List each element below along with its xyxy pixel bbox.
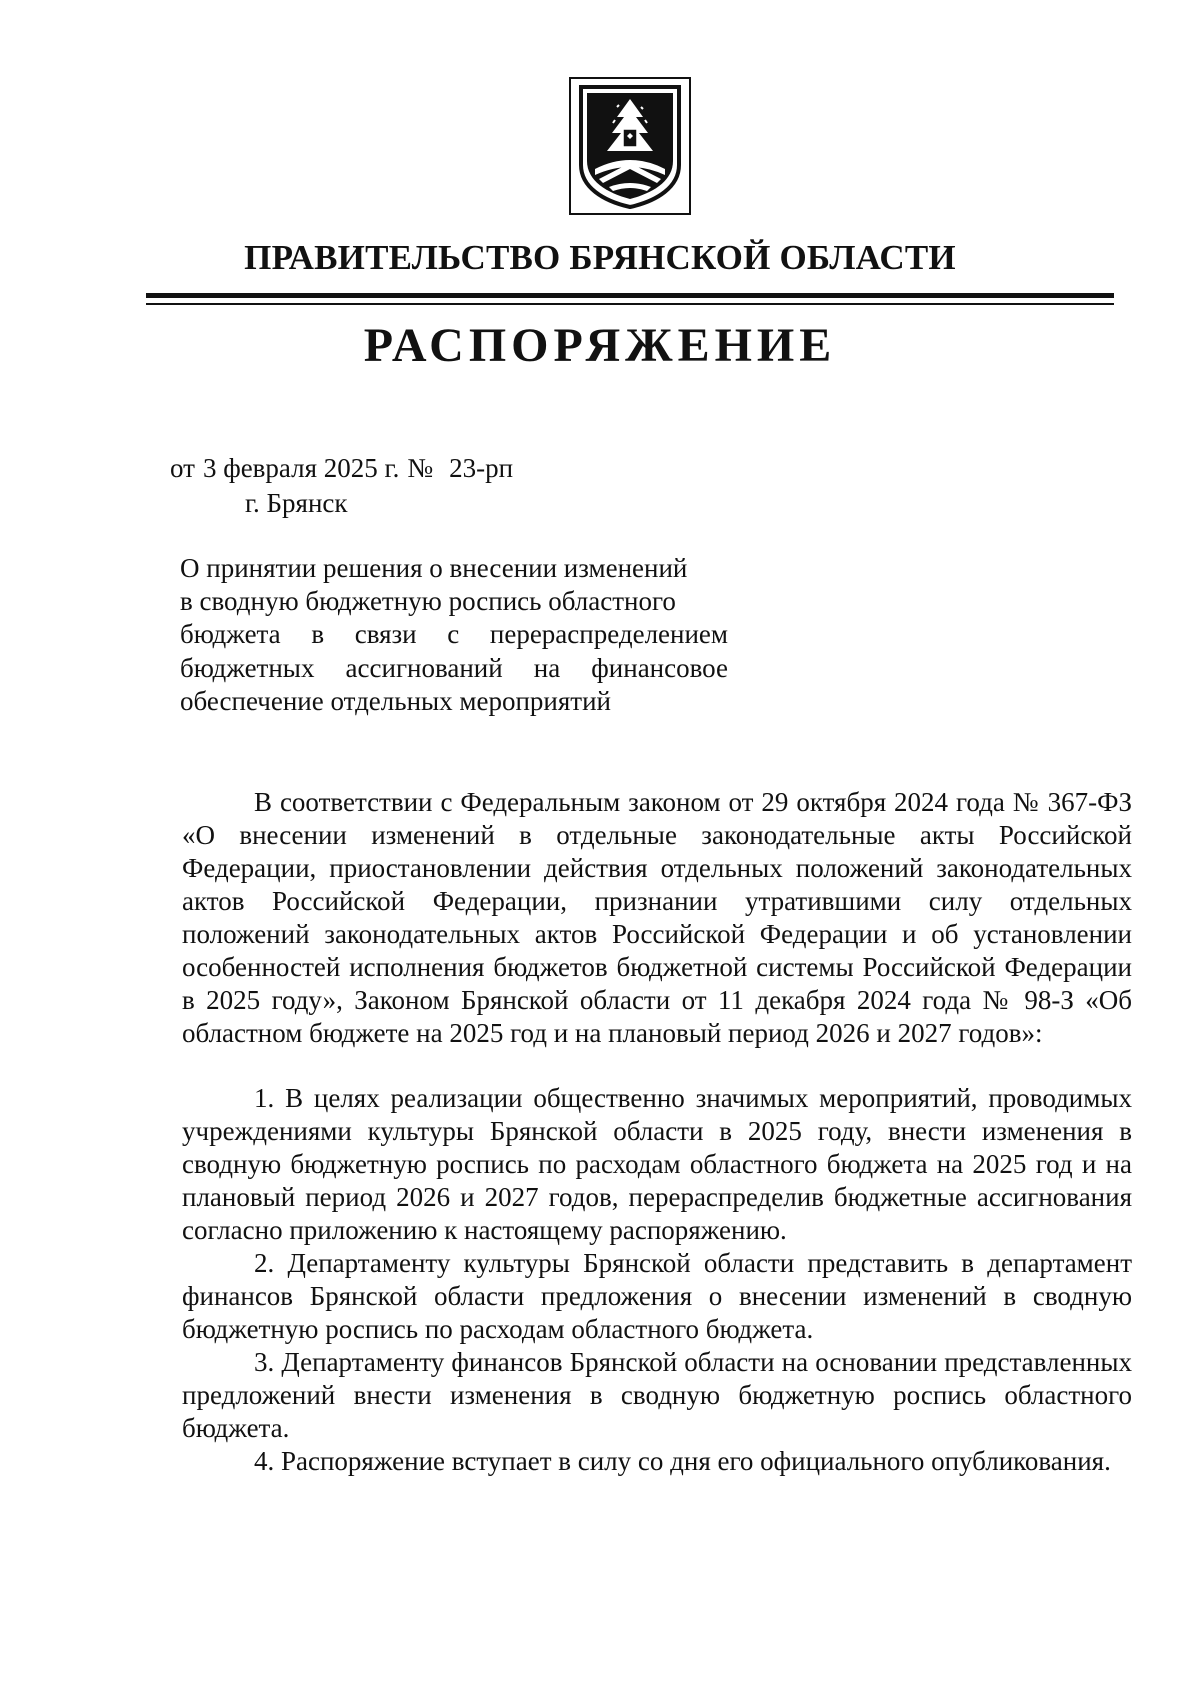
- subject-line: обеспечение отдельных мероприятий: [180, 685, 611, 716]
- subject-line: О принятии решения о внесении изменений: [180, 553, 688, 583]
- number-sign: №: [407, 453, 434, 483]
- document-city: г. Брянск: [245, 488, 348, 518]
- order-item-2: 2. Департаменту культуры Брянской области представить в департамент финансов Брянской области предложения о внесении изменений в сводную бюджетную роспись по расходам областного бюджета.: [182, 1248, 1132, 1344]
- subject-line: бюджета в связи с перераспределением: [180, 619, 728, 650]
- order-item-4: 4. Распоряжение вступает в силу со дня его официального опубликования.: [254, 1446, 1111, 1476]
- subject-line: бюджетных ассигнований на финансовое: [180, 652, 728, 683]
- header-divider-thin: [146, 303, 1114, 305]
- document-date: 3 февраля 2025 г.: [202, 453, 400, 483]
- organization-title: ПРАВИТЕЛЬСТВО БРЯНСКОЙ ОБЛАСТИ: [244, 238, 956, 277]
- preamble-paragraph: В соответствии с Федеральным законом от 29 октября 2024 года № 367-ФЗ «О внесении изменений в отдельные законодательные акты Российской Федерации, приостановлении действия отдельных положений законодательных актов Российской Федерации, признании утратившими силу отдельных положений законодательных актов Российской Федерации и об установлении особенностей исполнения бюджетов бюджетной системы Российской Федерации в 2025 году», Законом Брянской области от 11 декабря 2024 года № 98-З «Об областном бюджете на 2025 год и на плановый период 2026 и 2027 годов»:: [182, 787, 1132, 1048]
- subject-line: в сводную бюджетную роспись областного: [180, 586, 676, 617]
- date-prefix: от: [170, 453, 195, 483]
- document-type-title: РАСПОРЯЖЕНИЕ: [363, 319, 837, 372]
- order-item-3: 3. Департаменту финансов Брянской области на основании представленных предложений внести изменения в сводную бюджетную роспись областного бюджета.: [182, 1347, 1132, 1443]
- header-divider-thick: [146, 293, 1114, 298]
- document-subject: [180, 552, 728, 718]
- order-item-1: 1. В целях реализации общественно значимых мероприятий, проводимых учреждениями культуры Брянской области в 2025 году, внести изменения в сводную бюджетную роспись по расходам областного бюджета на 2025 год и на плановый период 2026 и 2027 годов, перераспределив бюджетные ассигнования согласно приложению к настоящему распоряжению.: [182, 1083, 1132, 1245]
- document-date-line: [170, 453, 513, 484]
- coat-of-arms-icon: [569, 77, 691, 215]
- document-body: [182, 786, 1132, 1478]
- document-number: 23-рп: [449, 453, 514, 483]
